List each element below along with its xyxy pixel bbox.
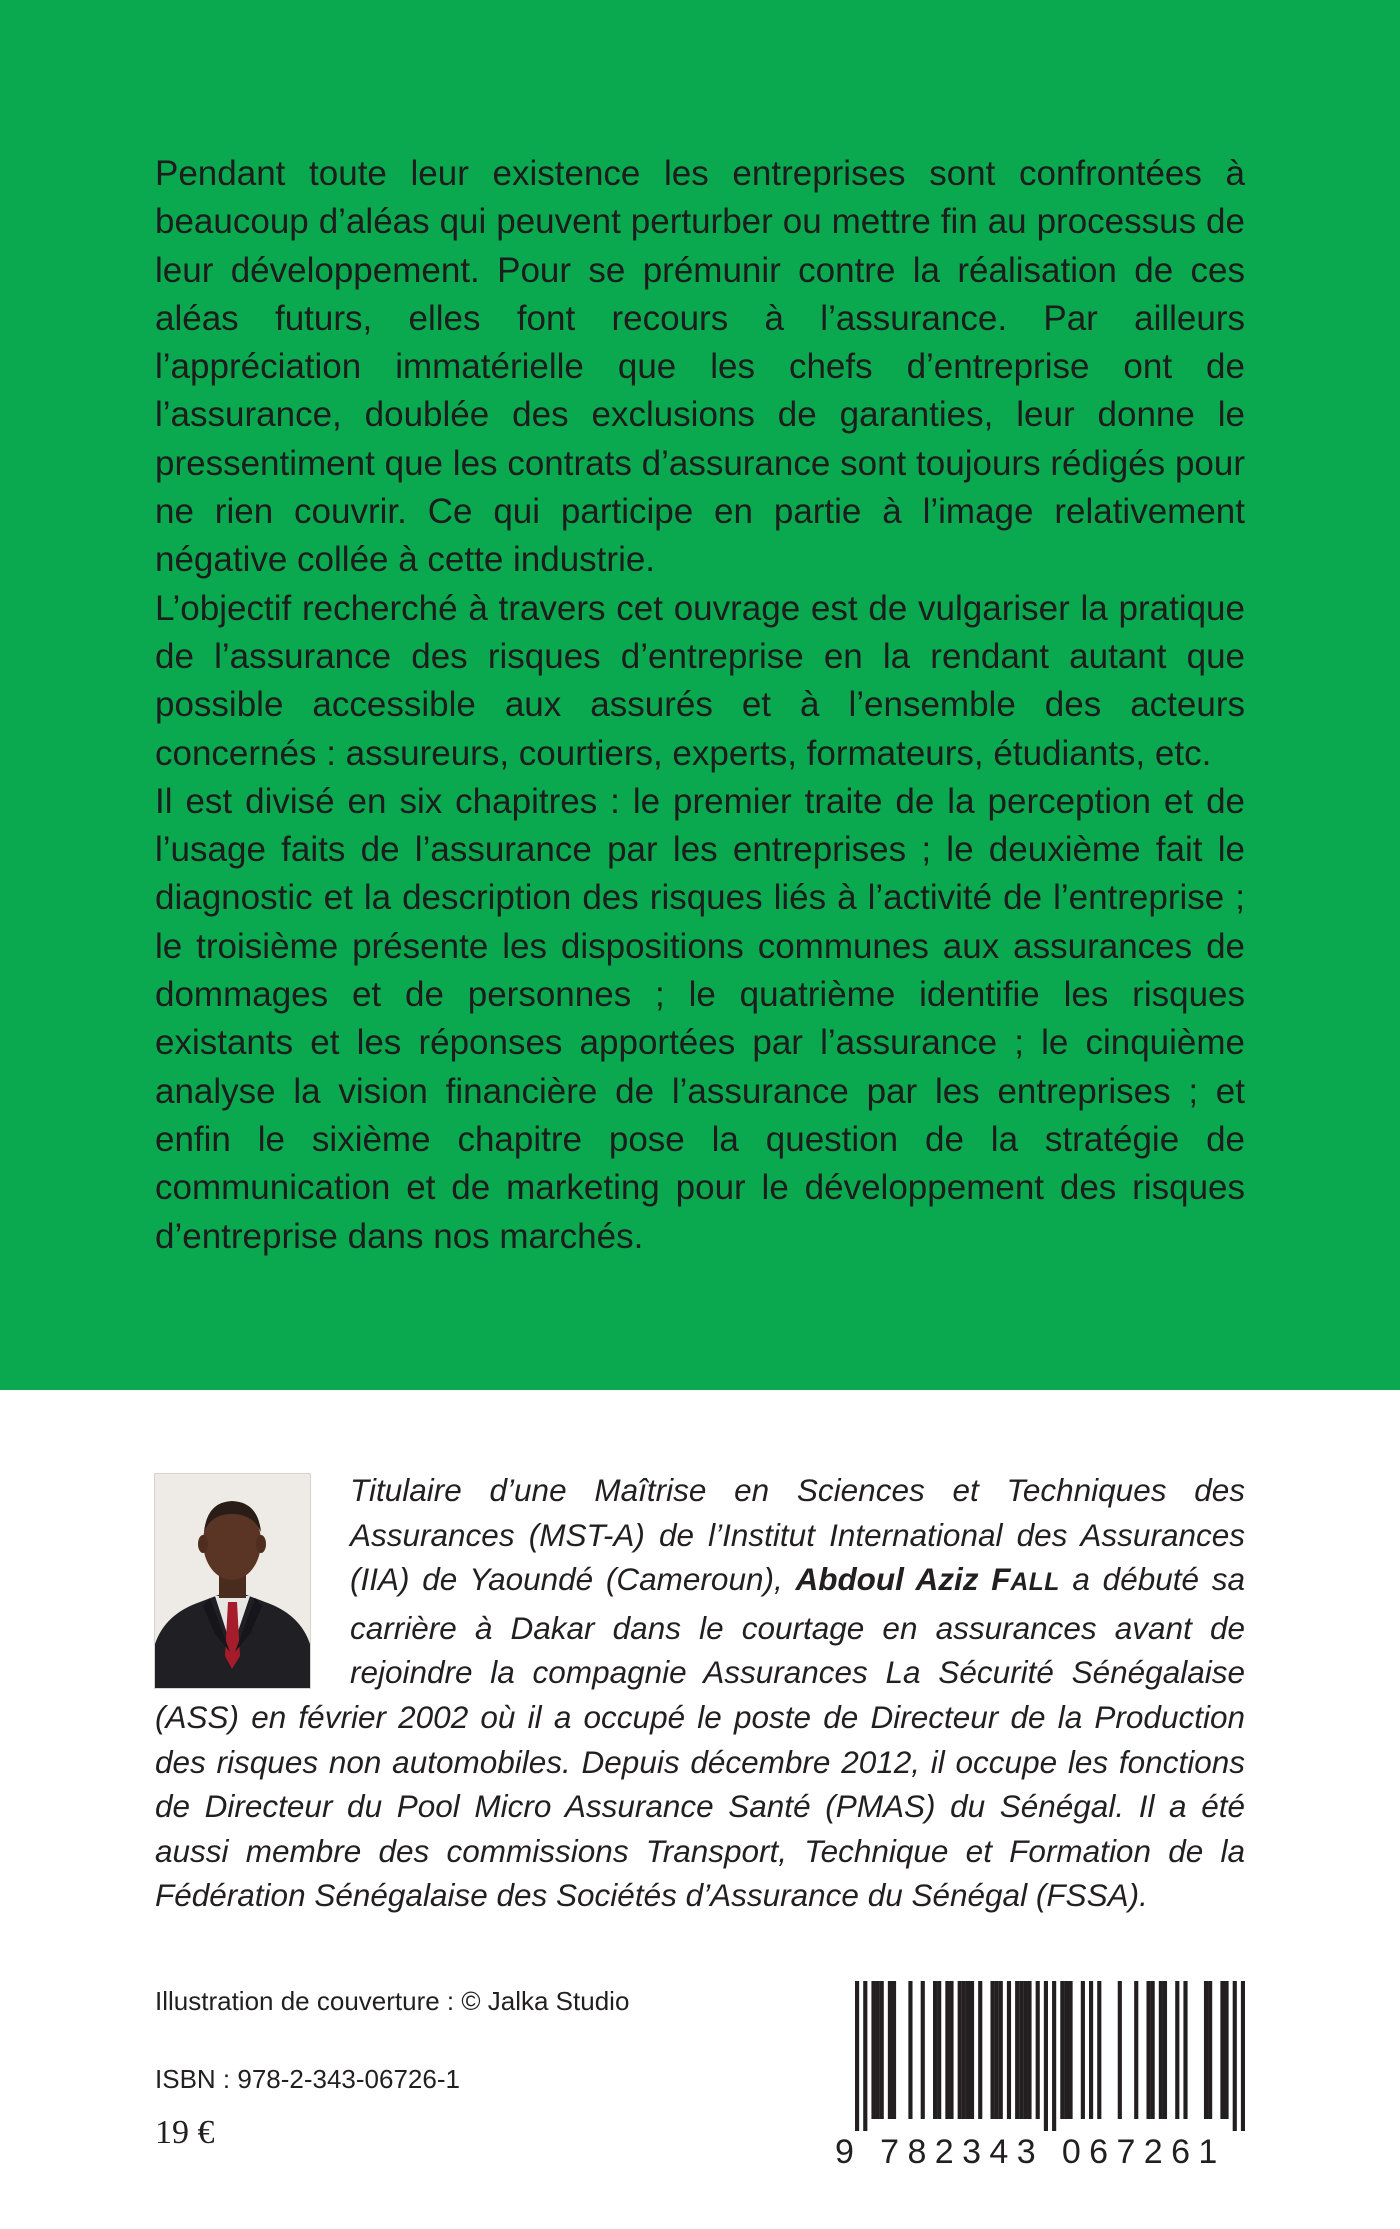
- barcode-bar: [995, 1981, 999, 2119]
- barcode-bar: [876, 1981, 880, 2119]
- barcode-bar: [921, 1981, 925, 2119]
- barcode-bar: [1081, 1981, 1085, 2119]
- barcode-digits: 9 782343 067261: [835, 2133, 1226, 2171]
- barcode-bar: [871, 1981, 875, 2119]
- barcode-bar: [933, 1981, 937, 2119]
- barcode-bar: [1044, 1981, 1048, 2131]
- barcode-bar: [1163, 1981, 1167, 2119]
- synopsis-paragraph: L’objectif recherché à travers cet ouvrage est de vulgariser la pratique de l’assurance des risques d’entreprise en la rendant autant que possible accessible aux assurés et à l’ensemble des acteurs concernés : assureurs, courtiers, experts, formateurs, étudiants, etc.: [155, 588, 1245, 773]
- barcode-bar: [1208, 1981, 1212, 2119]
- barcode-bar: [1220, 1981, 1224, 2119]
- barcode-bar: [945, 1981, 949, 2119]
- bio-intro: Titulaire d’une Maîtrise en Sciences et Techniques des Assurances (MST-A) de l’Institut International des Assurances (IIA) de Yaoundé (Cameroun),: [350, 1472, 1245, 1598]
- barcode-bar: [999, 1981, 1003, 2119]
- barcode-bar: [892, 1981, 896, 2119]
- barcode-bar: [863, 1981, 867, 2131]
- barcode-bar: [962, 1981, 966, 2119]
- author-name-smallcaps: ALL: [1010, 1569, 1060, 1597]
- barcode-bar: [1060, 1981, 1064, 2119]
- barcode-bar: [1052, 1981, 1056, 2131]
- barcode-bar: [1064, 1981, 1068, 2119]
- barcode-bar: [1146, 1981, 1150, 2119]
- barcode-bar: [1159, 1981, 1163, 2119]
- barcode-bar: [1007, 1981, 1011, 2119]
- synopsis-paragraph: Pendant toute leur existence les entreprises sont confrontées à beaucoup d’aléas qui peuvent perturber ou mettre fin au processus de leur développement. Pour se prémunir contre la réalisation de ces aléas futurs, elles font recours à l’assurance. Par ailleurs l’appréciation immatérielle que les chefs d’entreprise ont de l’assurance, doublée des exclusions de garanties, leur donne le pressentiment que les contrats d’assurance sont toujours rédigés pour ne rien couvrir. Ce qui participe en partie à l’image relativement négative collée à cette industrie.: [155, 154, 1245, 580]
- barcode-bar: [1023, 1981, 1027, 2119]
- barcode-bar: [949, 1981, 953, 2119]
- barcode-bar: [1118, 1981, 1122, 2119]
- barcode-bar: [1224, 1981, 1228, 2119]
- cover-illustration-credit: Illustration de couverture : © Jalka Studio: [155, 1986, 630, 2016]
- barcode-bar: [1241, 1981, 1245, 2131]
- barcode-bar: [888, 1981, 892, 2119]
- author-bio: [155, 1468, 1245, 1918]
- barcode-bar: [1027, 1981, 1031, 2119]
- isbn-number: ISBN : 978-2-343-06726-1: [155, 2064, 460, 2094]
- bio-career: a débuté sa carrière à Dakar dans le courtage en assurances avant de rejoindre la compagnie Assurances La Sécurité Sénégalaise (ASS) en février 2002 où il a occupé le poste de Directeur de la Production des risques non automobiles. Depuis décembre 2012, il occupe les fonctions de Directeur du Pool Micro Assurance Santé (PMAS) du Sénégal. Il a été aussi membre des commissions Transport, Technique et Formation de la Fédération Sénégalaise des Sociétés d’Assurance du Sénégal (FSSA).: [155, 1561, 1246, 1914]
- barcode-bar: [1175, 1981, 1179, 2119]
- barcode-bar: [1089, 1981, 1093, 2119]
- isbn-barcode: [835, 1973, 1250, 2178]
- author-name-main: Abdoul Aziz F: [795, 1561, 1011, 1598]
- author-name: [795, 1561, 1059, 1597]
- barcode-bars: [855, 1981, 1245, 2131]
- barcode-bar: [1151, 1981, 1155, 2119]
- barcode-bar: [1019, 1981, 1023, 2119]
- synopsis-text: [155, 150, 1245, 1261]
- barcode-bar: [1036, 1981, 1040, 2119]
- barcode-bar: [1183, 1981, 1187, 2119]
- barcode-bar: [1134, 1981, 1138, 2119]
- barcode-bar: [937, 1981, 941, 2119]
- barcode-bar: [966, 1981, 970, 2119]
- barcode-bar: [880, 1981, 884, 2119]
- synopsis-paragraph: Il est divisé en six chapitres : le premier traite de la perception et de l’usage faits de l’assurance par les entreprises ; le deuxième fait le diagnostic et la description des risques liés à l’activité de l’entreprise ; le troisième présente les dispositions communes aux assurances de dommages et de personnes ; le quatrième identifie les risques existants et les réponses apportées par l’assurance ; le cinquième analyse la vision financière de l’assurance par les entreprises ; et enfin le sixième chapitre pose la question de la stratégie de communication et de marketing pour le développement des risques d’entreprise dans nos marchés.: [155, 781, 1245, 1256]
- barcode-bar: [1068, 1981, 1072, 2119]
- barcode-bar: [1204, 1981, 1208, 2119]
- barcode-bar: [978, 1981, 982, 2119]
- barcode-bar: [1015, 1981, 1019, 2119]
- barcode-bar: [990, 1981, 994, 2119]
- barcode-bar: [958, 1981, 962, 2119]
- book-price: 19 €: [155, 2114, 215, 2151]
- barcode-bar: [1233, 1981, 1237, 2131]
- barcode-bar: [855, 1981, 859, 2131]
- barcode-bar: [1097, 1981, 1101, 2119]
- barcode-bar: [908, 1981, 912, 2119]
- barcode-bar: [970, 1981, 974, 2119]
